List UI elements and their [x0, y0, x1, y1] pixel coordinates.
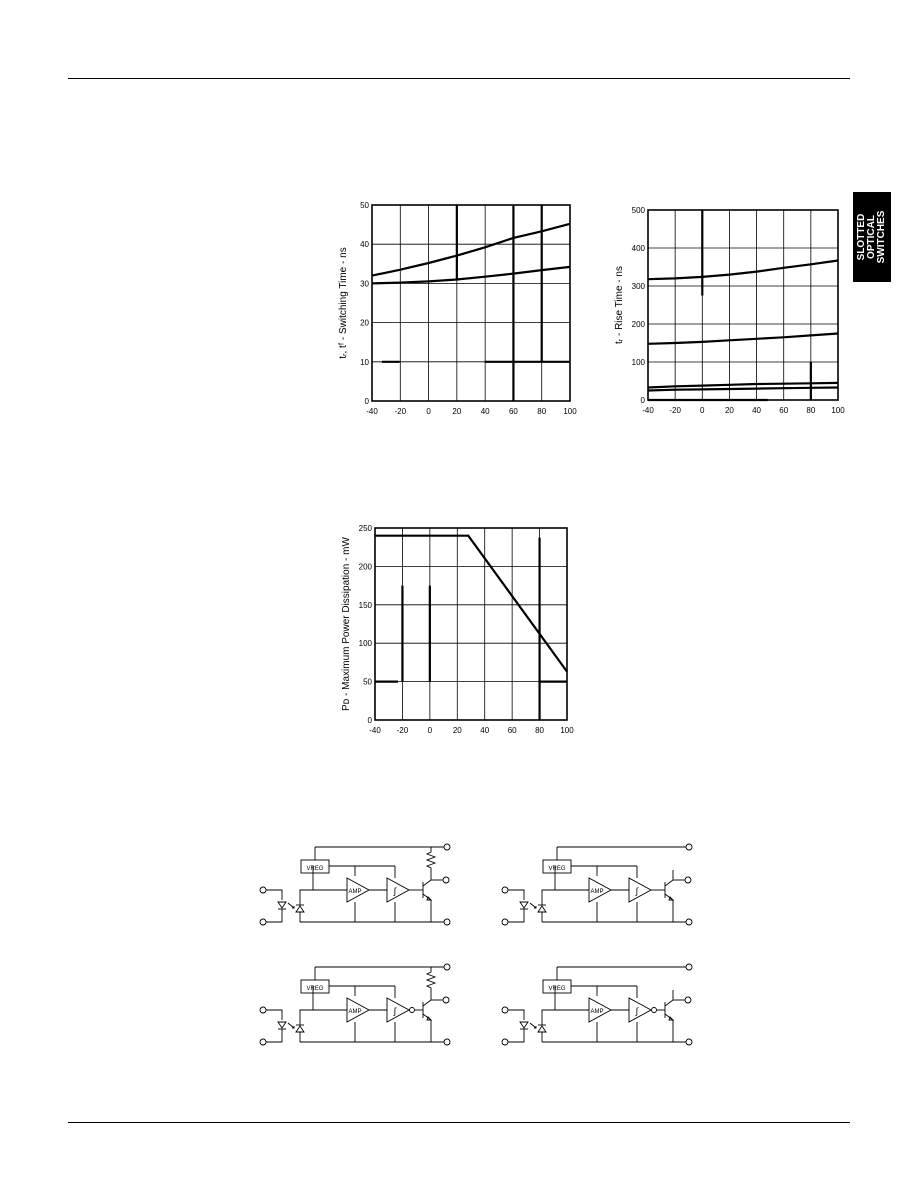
- x-tick-label: -20: [394, 407, 407, 416]
- section-tab: [853, 192, 891, 282]
- light-arrow: [288, 1023, 294, 1028]
- y-axis-label: tᵣ - Rise Time - ns: [614, 266, 625, 344]
- x-tick-label: 60: [507, 726, 517, 735]
- vreg-label: VREG: [548, 866, 566, 872]
- emitter-arrow-icon: [427, 897, 431, 900]
- supply-terminal: [444, 844, 450, 850]
- ground-terminal: [444, 919, 450, 925]
- y-tick-label: 100: [358, 639, 372, 649]
- y-tick-label: 50: [360, 201, 369, 210]
- ground-terminal: [686, 1039, 692, 1045]
- x-tick-label: 100: [831, 406, 845, 415]
- photodiode-icon: [296, 906, 304, 912]
- x-tick-label: 80: [535, 726, 545, 735]
- x-tick-label: 100: [560, 726, 574, 735]
- schmitt-trigger-triangle: [387, 998, 409, 1022]
- x-tick-label: -40: [366, 407, 378, 416]
- header-rule: [68, 78, 850, 79]
- power-dissipation-chart: [335, 515, 585, 740]
- x-tick-label: 40: [480, 407, 490, 416]
- wire: [266, 1032, 282, 1042]
- chart-grid: [648, 210, 838, 400]
- supply-terminal: [444, 964, 450, 970]
- led-icon: [278, 902, 286, 908]
- wire: [266, 912, 282, 922]
- schmitt-trigger-symbol: ∫: [393, 1006, 397, 1016]
- schmitt-trigger-triangle: [629, 878, 651, 902]
- y-tick-label: 300: [631, 282, 645, 291]
- wire: [508, 890, 524, 900]
- x-tick-label: 20: [724, 406, 734, 415]
- transistor-collector: [665, 990, 673, 1006]
- y-axis-label: Pᴅ - Maximum Power Dissipation - mW: [341, 537, 352, 711]
- emitter-arrow-icon: [669, 897, 673, 900]
- x-tick-label: 0: [700, 406, 705, 415]
- switching-time-chart: [330, 195, 580, 420]
- y-tick-label: 150: [358, 600, 372, 610]
- output-terminal: [443, 997, 449, 1003]
- y-axis-label: tᵣ, tᶠ - Switching Time - ns: [338, 247, 349, 359]
- light-arrow: [530, 1023, 536, 1028]
- y-tick-label: 0: [364, 397, 369, 406]
- input-terminal-2: [502, 1039, 508, 1045]
- schmitt-trigger-symbol: ∫: [393, 886, 397, 896]
- plot-frame: [372, 205, 570, 401]
- y-tick-label: 250: [358, 524, 372, 533]
- input-terminal-1: [502, 887, 508, 893]
- transistor-collector: [423, 870, 431, 886]
- wire: [508, 1010, 524, 1020]
- supply-terminal: [686, 964, 692, 970]
- series-line-1: [372, 224, 570, 276]
- x-tick-label: 0: [426, 407, 431, 416]
- x-tick-label: 20: [452, 407, 462, 416]
- chart-grid: [375, 528, 567, 720]
- emitter-arrow-icon: [427, 1017, 431, 1020]
- series-line-1: [648, 261, 838, 280]
- input-terminal-2: [260, 919, 266, 925]
- photodiode-icon: [296, 1026, 304, 1032]
- led-icon: [520, 1022, 528, 1028]
- y-tick-label: 40: [360, 240, 369, 250]
- wire: [266, 1010, 282, 1020]
- light-arrow: [530, 903, 536, 908]
- inverter-bubble: [410, 1008, 415, 1013]
- footer-rule: [68, 1122, 850, 1123]
- ground-terminal: [686, 919, 692, 925]
- x-tick-label: 60: [508, 407, 518, 416]
- vreg-label: VREG: [306, 986, 324, 992]
- schmitt-trigger-triangle: [629, 998, 651, 1022]
- inverter-bubble: [652, 1008, 657, 1013]
- pullup-resistor: [427, 847, 435, 870]
- x-tick-label: 40: [752, 406, 762, 415]
- rise-time-chart: [600, 200, 850, 425]
- circuit-diagram-1: [255, 840, 455, 930]
- amp-label: AMP: [348, 1009, 362, 1015]
- chart-grid: [372, 205, 570, 401]
- x-tick-label: 0: [427, 726, 433, 735]
- y-tick-label: 50: [363, 677, 372, 687]
- x-tick-label: 80: [537, 407, 547, 416]
- output-terminal: [685, 997, 691, 1003]
- wire: [508, 1032, 524, 1042]
- ground-terminal: [444, 1039, 450, 1045]
- series-line-1: [375, 536, 567, 672]
- input-terminal-1: [502, 1007, 508, 1013]
- input-terminal-1: [260, 1007, 266, 1013]
- led-icon: [278, 1022, 286, 1028]
- y-tick-label: 0: [367, 716, 372, 725]
- schmitt-trigger-symbol: ∫: [635, 886, 639, 896]
- y-tick-label: 400: [631, 244, 645, 253]
- x-tick-label: -40: [369, 726, 381, 735]
- vreg-label: VREG: [548, 986, 566, 992]
- circuit-diagram-3: [255, 960, 455, 1050]
- x-tick-label: 100: [563, 407, 577, 416]
- led-icon: [520, 902, 528, 908]
- schmitt-trigger-symbol: ∫: [635, 1006, 639, 1016]
- x-tick-label: 40: [480, 726, 490, 735]
- y-tick-label: 100: [631, 358, 645, 367]
- schmitt-trigger-triangle: [387, 878, 409, 902]
- section-tab-line-2: OPTICAL: [866, 215, 877, 259]
- transistor-collector: [423, 990, 431, 1006]
- y-tick-label: 30: [360, 279, 369, 289]
- y-tick-label: 0: [640, 396, 645, 405]
- section-tab-line-3: SWITCHES: [876, 210, 887, 264]
- vreg-label: VREG: [306, 866, 324, 872]
- section-tab-line-1: SLOTTED: [856, 213, 867, 261]
- y-tick-label: 200: [358, 562, 372, 572]
- input-terminal-1: [260, 887, 266, 893]
- amp-label: AMP: [348, 889, 362, 895]
- output-terminal: [443, 877, 449, 883]
- amp-label: AMP: [590, 889, 604, 895]
- section-tab-label: [857, 211, 887, 264]
- emitter-arrow-icon: [669, 1017, 673, 1020]
- transistor-collector: [665, 870, 673, 886]
- x-tick-label: -20: [396, 726, 409, 735]
- input-terminal-2: [260, 1039, 266, 1045]
- series-line-4: [648, 388, 838, 391]
- circuit-diagram-2: [497, 840, 697, 930]
- x-tick-label: 80: [806, 406, 816, 415]
- x-tick-label: -40: [642, 406, 654, 415]
- y-tick-label: 10: [360, 357, 369, 367]
- y-tick-label: 200: [631, 320, 645, 329]
- y-tick-label: 20: [360, 318, 369, 328]
- y-tick-label: 500: [631, 206, 645, 215]
- x-tick-label: 60: [779, 406, 789, 415]
- wire: [266, 890, 282, 900]
- supply-terminal: [686, 844, 692, 850]
- plot-frame: [648, 210, 838, 400]
- plot-frame: [375, 528, 567, 720]
- x-tick-label: 20: [452, 726, 462, 735]
- input-terminal-2: [502, 919, 508, 925]
- series-line-2: [648, 334, 838, 344]
- wire: [508, 912, 524, 922]
- photodiode-icon: [538, 906, 546, 912]
- circuit-diagram-4: [497, 960, 697, 1050]
- light-arrow: [288, 903, 294, 908]
- photodiode-icon: [538, 1026, 546, 1032]
- pullup-resistor: [427, 967, 435, 990]
- output-terminal: [685, 877, 691, 883]
- x-tick-label: -20: [669, 406, 681, 415]
- amp-label: AMP: [590, 1009, 604, 1015]
